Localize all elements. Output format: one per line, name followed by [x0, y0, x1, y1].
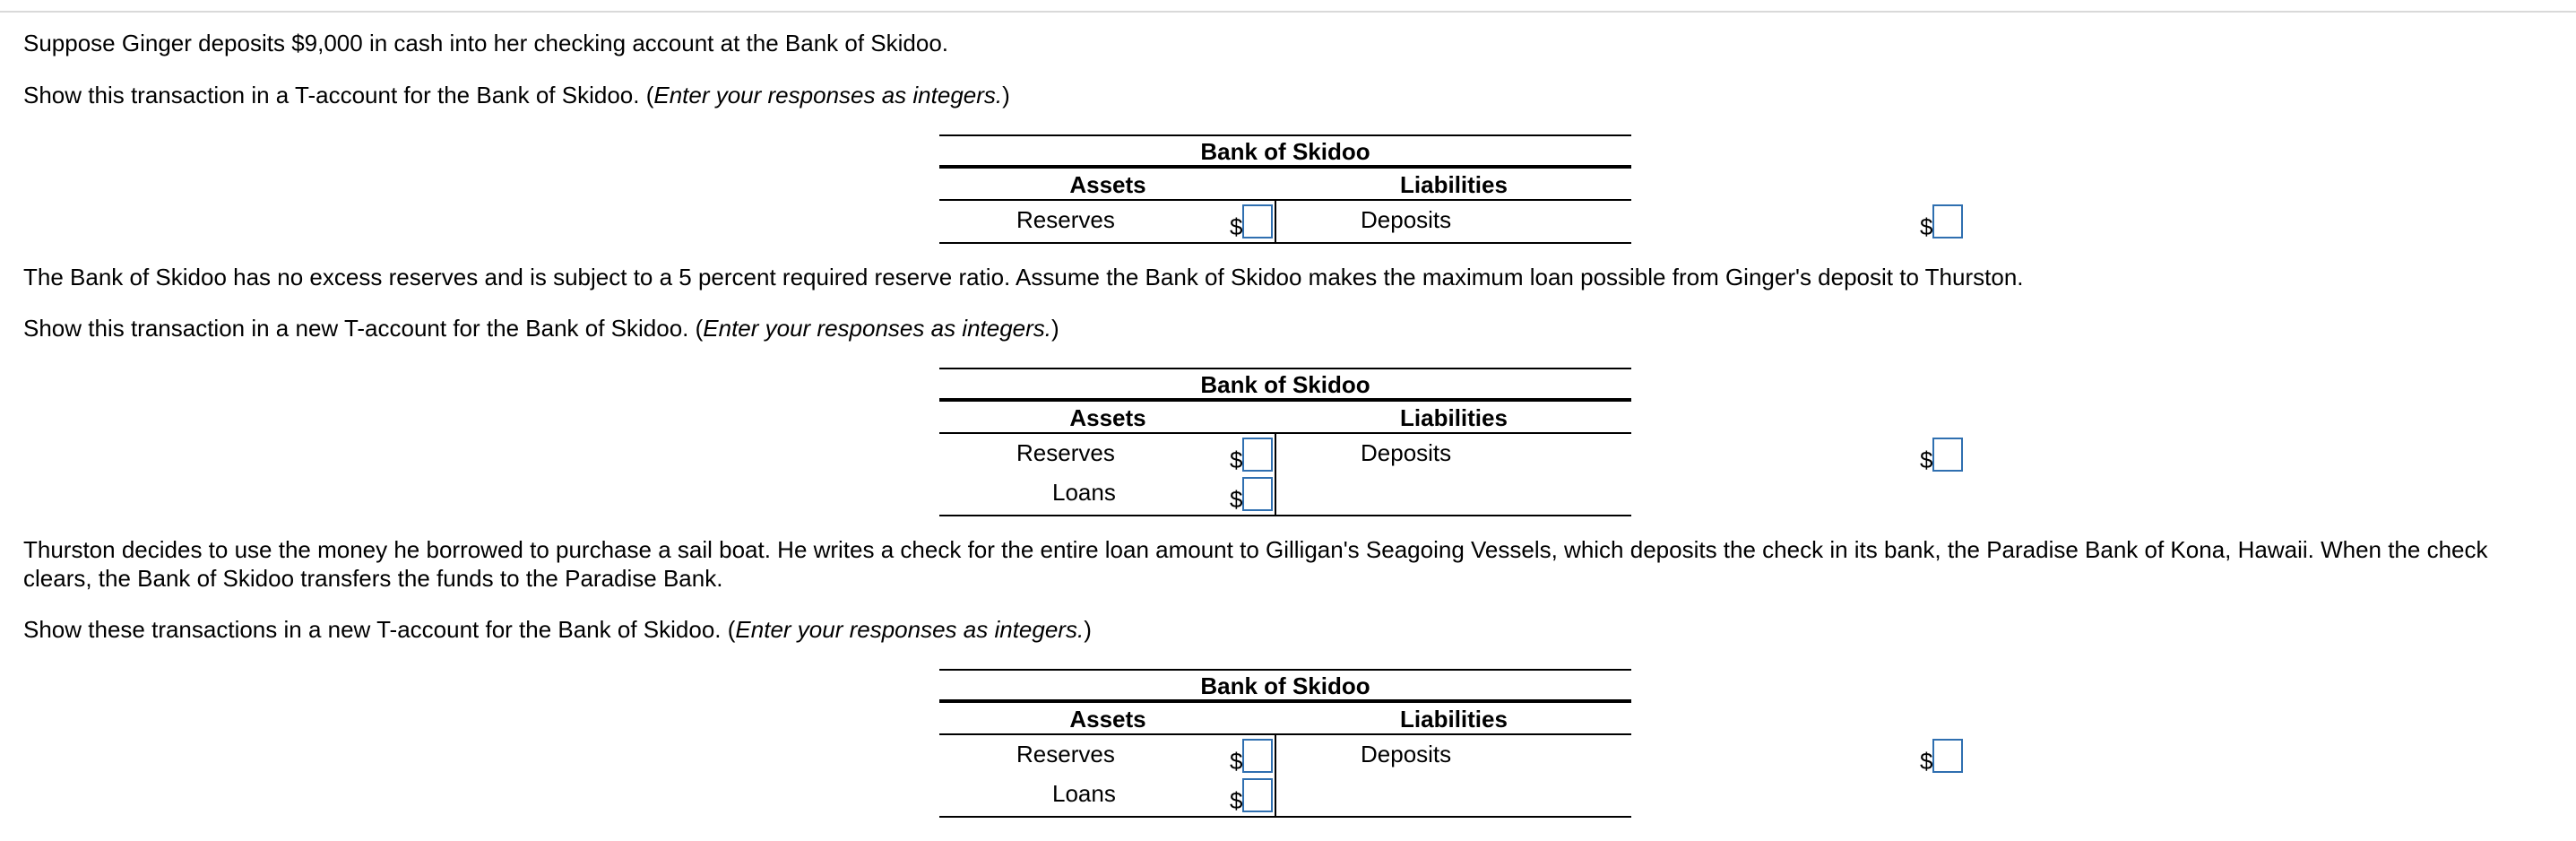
liabilities-header: Liabilities: [1400, 706, 1508, 733]
liabilities-column: [1276, 201, 1933, 242]
currency-symbol: $: [1230, 447, 1243, 473]
currency-symbol: $: [1230, 787, 1243, 814]
asset-row-loans: [939, 475, 1275, 515]
reserves-label: Reserves: [1016, 741, 1115, 767]
currency-symbol: $: [1230, 213, 1243, 240]
t-account-body: [939, 434, 1933, 516]
reserves-label: Reserves: [1016, 439, 1115, 466]
asset-row-reserves: [939, 436, 1275, 475]
currency-symbol: $: [1920, 213, 1933, 240]
deposits-label: Deposits: [1361, 439, 1452, 466]
assets-column: [939, 735, 1276, 816]
deposits-label: Deposits: [1361, 206, 1452, 233]
assets-column: [939, 434, 1276, 515]
instruction-2-text: Show this transaction in a new T-account for the Bank of Skidoo. (: [23, 315, 704, 342]
t-account-title: Bank of Skidoo: [939, 368, 1631, 402]
currency-symbol: $: [1920, 748, 1933, 775]
liability-row-deposits: [1276, 436, 1933, 475]
liabilities-header: Liabilities: [1400, 404, 1508, 431]
deposits-input[interactable]: [1932, 739, 1963, 773]
instruction-3-italic: Enter your responses as integers.: [735, 616, 1085, 643]
liabilities-column: [1276, 735, 1933, 816]
t-account-3: [939, 669, 1933, 818]
assets-header: Assets: [1069, 706, 1146, 733]
loans-label: Loans: [1052, 780, 1116, 807]
assets-column: [939, 201, 1276, 242]
reserves-input[interactable]: [1242, 739, 1273, 773]
top-divider: [0, 11, 2576, 13]
scenario-2: The Bank of Skidoo has no excess reserves and is subject to a 5 percent required reserve ratio. Assume the Bank of Skidoo makes the maximum loan possible from Ginger's deposit to Thurston.: [23, 264, 2024, 290]
instruction-1-end: ): [1002, 82, 1010, 108]
assets-header: Assets: [1069, 171, 1146, 198]
instruction-2-end: ): [1051, 315, 1059, 342]
asset-row-reserves: [939, 203, 1275, 242]
t-account-body: [939, 201, 1933, 244]
instruction-3: [23, 615, 2533, 644]
liabilities-column: [1276, 434, 1933, 515]
t-account-title: Bank of Skidoo: [939, 134, 1631, 169]
asset-row-loans: [939, 776, 1275, 816]
instruction-1: [23, 81, 2533, 109]
reserves-input[interactable]: [1242, 204, 1273, 238]
reserves-input[interactable]: [1242, 438, 1273, 472]
deposits-label: Deposits: [1361, 741, 1452, 767]
instruction-3-end: ): [1084, 616, 1092, 643]
deposits-input[interactable]: [1932, 204, 1963, 238]
t-account-2: [939, 368, 1933, 516]
loans-label: Loans: [1052, 479, 1116, 506]
instruction-2-italic: Enter your responses as integers.: [703, 315, 1052, 342]
t-account-headers: [939, 402, 1631, 434]
liability-row-deposits: [1276, 203, 1933, 242]
t-account-title: Bank of Skidoo: [939, 669, 1631, 703]
instruction-3-text: Show these transactions in a new T-account for the Bank of Skidoo. (: [23, 616, 736, 643]
t-account-1: [939, 134, 1933, 244]
instruction-1-text: Show this transaction in a T-account for the Bank of Skidoo. (: [23, 82, 654, 108]
t-account-body: [939, 735, 1933, 818]
currency-symbol: $: [1230, 486, 1243, 513]
t-account-headers: [939, 169, 1631, 201]
deposits-input[interactable]: [1932, 438, 1963, 472]
instruction-1-italic: Enter your responses as integers.: [653, 82, 1003, 108]
instruction-2: [23, 314, 2533, 342]
loans-input[interactable]: [1242, 477, 1273, 511]
loans-input[interactable]: [1242, 778, 1273, 812]
currency-symbol: $: [1920, 447, 1933, 473]
liabilities-header: Liabilities: [1400, 171, 1508, 198]
liability-row-deposits: [1276, 737, 1933, 776]
currency-symbol: $: [1230, 748, 1243, 775]
question-intro: Suppose Ginger deposits $9,000 in cash into her checking account at the Bank of Skidoo.: [23, 30, 949, 56]
asset-row-reserves: [939, 737, 1275, 776]
scenario-3: Thurston decides to use the money he borrowed to purchase a sail boat. He writes a check for the entire loan amount to Gilligan's Seagoing Vessels, which deposits the check in its bank, the Paradise Bank of Kona, Hawaii. When the check clears, the Bank of Skidoo transfers the funds to the Paradise Bank.: [23, 536, 2488, 592]
t-account-headers: [939, 703, 1631, 735]
assets-header: Assets: [1069, 404, 1146, 431]
reserves-label: Reserves: [1016, 206, 1115, 233]
